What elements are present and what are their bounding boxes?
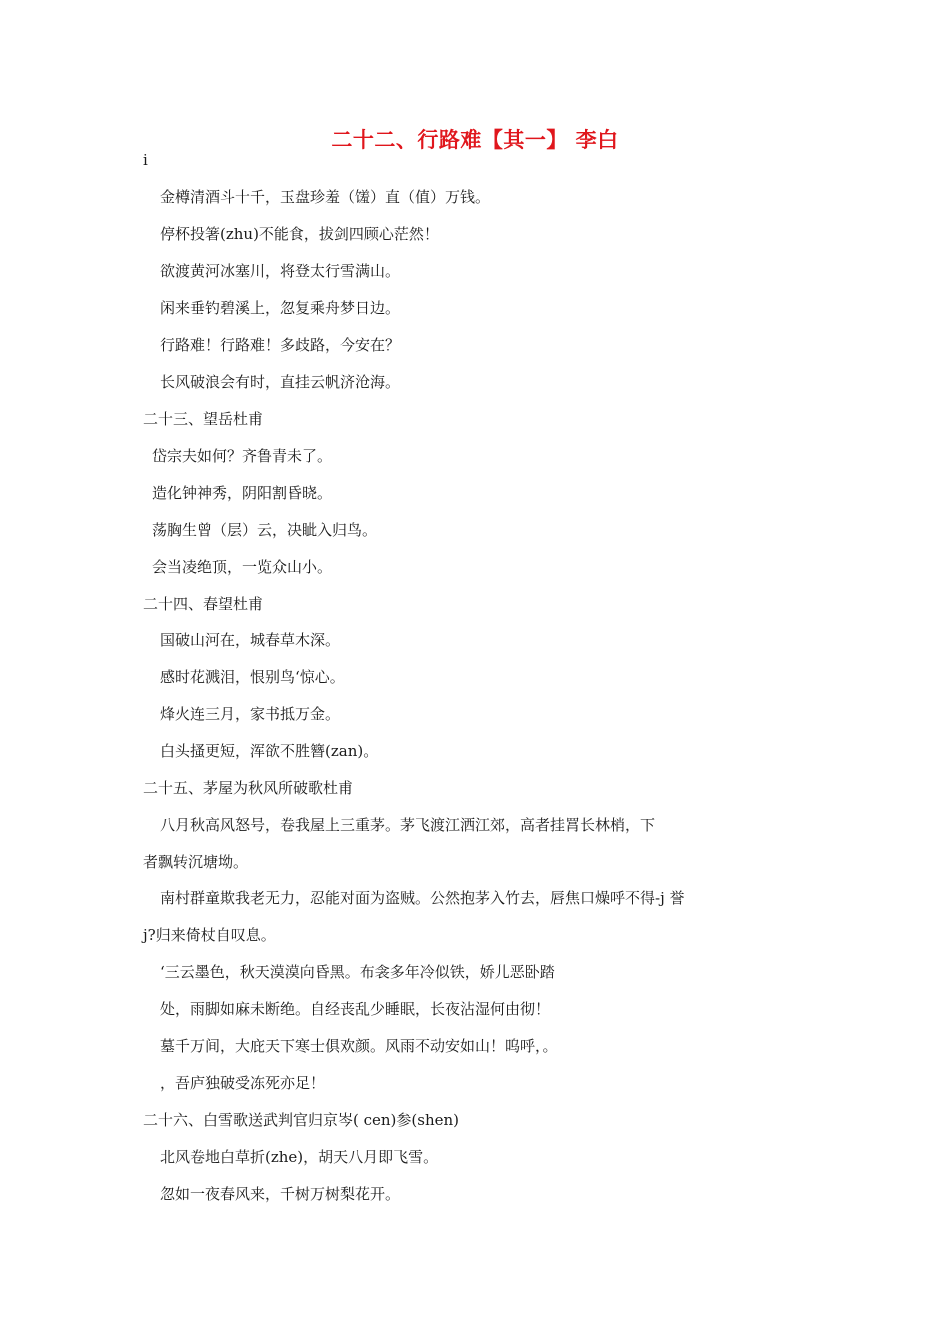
poem-line: 南村群童欺我老无力，忍能对面为盗贼。公然抱茅入竹去，唇焦口燥呼不得-j 誉 <box>160 889 685 907</box>
poem-line: 北风卷地白草折(zhe)，胡天八月即飞雪。 <box>160 1148 439 1166</box>
poem-line: 处，雨脚如麻未断绝。自经丧乱少睡眠，长夜沾湿何由彻！ <box>160 1000 551 1018</box>
poem-line: 岱宗夫如何？齐鲁青未了。 <box>152 447 333 465</box>
stray-mark: i <box>143 151 148 169</box>
section-heading: 二十三、望岳杜甫 <box>143 410 264 428</box>
poem-line: 金樽清酒斗十千，玉盘珍羞（馐）直（值）万钱。 <box>160 188 491 206</box>
section-heading: 二十五、茅屋为秋风所破歌杜甫 <box>143 779 354 797</box>
poem-line: 忽如一夜春风来，千树万树梨花开。 <box>160 1185 401 1203</box>
poem-line: 墓千万间，大庇天下寒士俱欢颜。风雨不动安如山！呜呼，。 <box>160 1037 558 1055</box>
poem-line: 者飘转沉塘坳。 <box>143 853 249 871</box>
poem-line: 闲来垂钓碧溪上，忽复乘舟梦日边。 <box>160 299 401 317</box>
poem-line: 感时花溅泪，恨别鸟‘惊心。 <box>160 668 345 686</box>
poem-line: 欲渡黄河冰塞川，将登太行雪满山。 <box>160 262 401 280</box>
poem-line: ，吾庐独破受冻死亦足！ <box>160 1074 326 1092</box>
poem-line: 会当凌绝顶，一览众山小。 <box>152 558 333 576</box>
poem-line: 烽火连三月，家书抵万金。 <box>160 705 341 723</box>
poem-line: ‘三云墨色，秋天漠漠向昏黑。布衾多年冷似铁，娇儿恶卧踏 <box>160 963 555 981</box>
section-heading: 二十六、白雪歌送武判官归京岑( cen)参(shen) <box>143 1111 460 1129</box>
poem-line: 八月秋高风怒号，卷我屋上三重茅。茅飞渡江洒江郊，高者挂罥长林梢，下 <box>160 816 656 834</box>
poem-line: 行路难！行路难！多歧路，今安在？ <box>160 336 401 354</box>
poem-line: 白头搔更短，浑欲不胜簪(zan)。 <box>160 742 379 760</box>
poem-line: j?归来倚杖自叹息。 <box>143 926 276 944</box>
poem-title: 二十二、行路难【其一】 李白 <box>331 127 619 152</box>
poem-line: 国破山河在，城春草木深。 <box>160 631 341 649</box>
section-heading: 二十四、春望杜甫 <box>143 595 264 613</box>
poem-line: 长风破浪会有时，直挂云帆济沧海。 <box>160 373 401 391</box>
poem-line: 停杯投箸(zhu)不能食，拔剑四顾心茫然！ <box>160 225 439 243</box>
poem-line: 造化钟神秀，阴阳割昏晓。 <box>152 484 333 502</box>
poem-line: 荡胸生曾（层）云，决眦入归鸟。 <box>152 521 378 539</box>
